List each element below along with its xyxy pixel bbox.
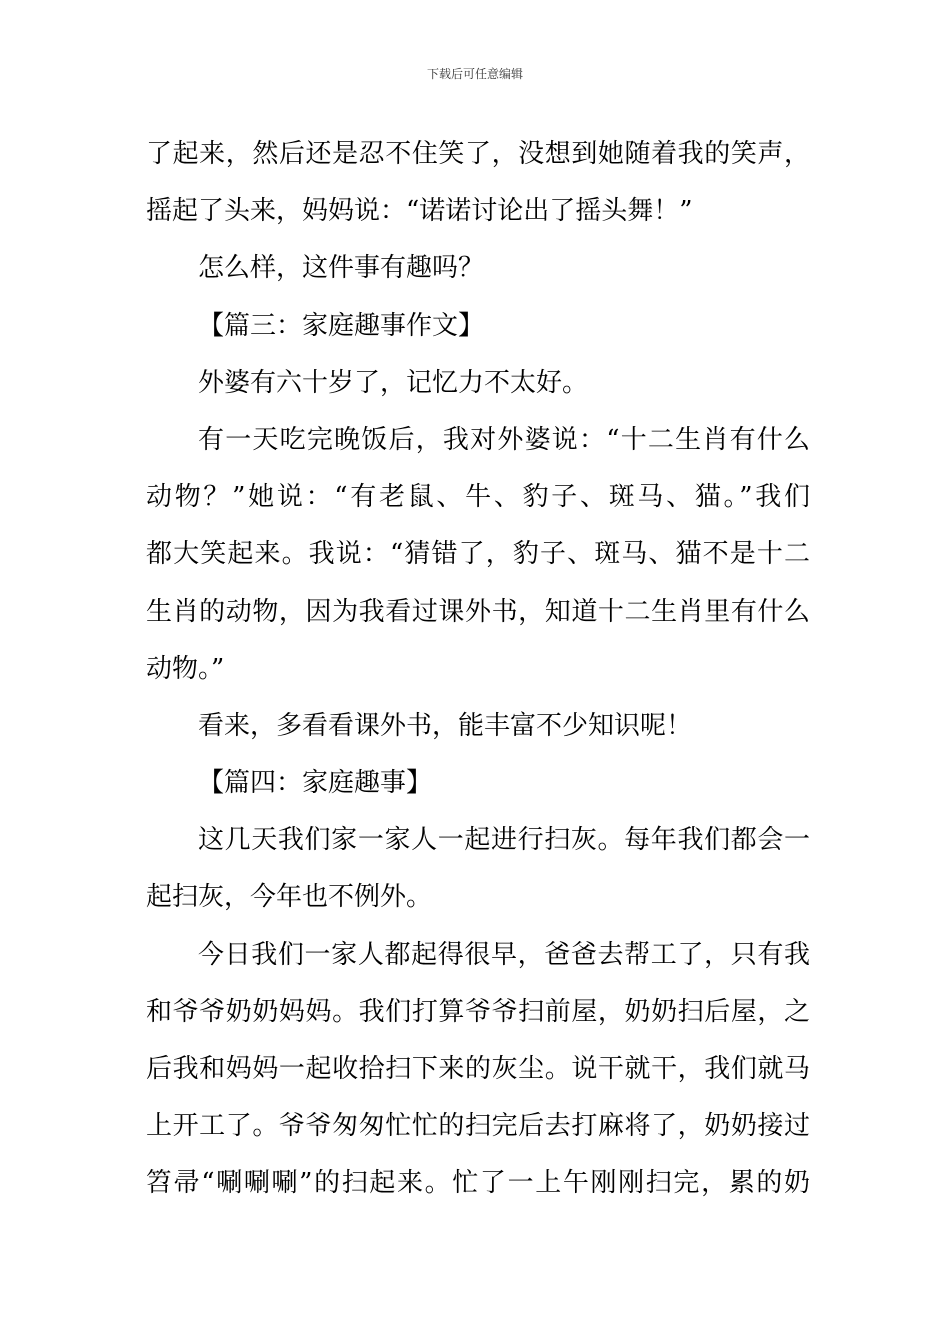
document-body [146,126,810,1213]
text-line: 动物。” [146,653,225,684]
text-line: 看来，多看看课外书，能丰富不少知识呢！ [198,710,693,741]
text-line: 起扫灰，今年也不例外。 [146,882,433,913]
text-line: 外婆有六十岁了，记忆力不太好。 [198,367,589,398]
text-line: 和爷爷奶奶妈妈。我们打算爷爷扫前屋，奶奶扫后屋，之 [146,996,810,1027]
text-line: 后我和妈妈一起收拾扫下来的灰尘。说干就干，我们就马 [146,1054,810,1084]
text-line: 怎么样，这件事有趣吗？ [198,253,485,284]
text-line: 摇起了头来，妈妈说：“诺诺讨论出了摇头舞！” [146,196,693,227]
section-heading: 【篇四：家庭趣事】 [198,768,433,799]
text-line: 动物？”她说：“有老鼠、牛、豹子、斑马、猫。”我们 [146,482,810,513]
text-line: 了起来，然后还是忍不住笑了，没想到她随着我的笑声， [146,139,810,169]
section-heading: 【篇三：家庭趣事作文】 [198,310,485,341]
text-line: 今日我们一家人都起得很早，爸爸去帮工了，只有我 [198,939,810,970]
text-line: 都大笑起来。我说：“猜错了，豹子、斑马、猫不是十二 [146,539,810,570]
text-line: 笤帚“唰唰唰”的扫起来。忙了一上午刚刚扫完，累的奶 [146,1168,810,1199]
text-line: 生肖的动物，因为我看过课外书，知道十二生肖里有什么 [146,596,810,627]
text-line: 上开工了。爷爷匆匆忙忙的扫完后去打麻将了，奶奶接过 [146,1111,810,1142]
text-line: 这几天我们家一家人一起进行扫灰。每年我们都会一 [198,825,810,856]
page-header: 下载后可任意编辑 [426,67,523,81]
text-line: 有一天吃完晚饭后，我对外婆说：“十二生肖有什么 [198,424,810,455]
